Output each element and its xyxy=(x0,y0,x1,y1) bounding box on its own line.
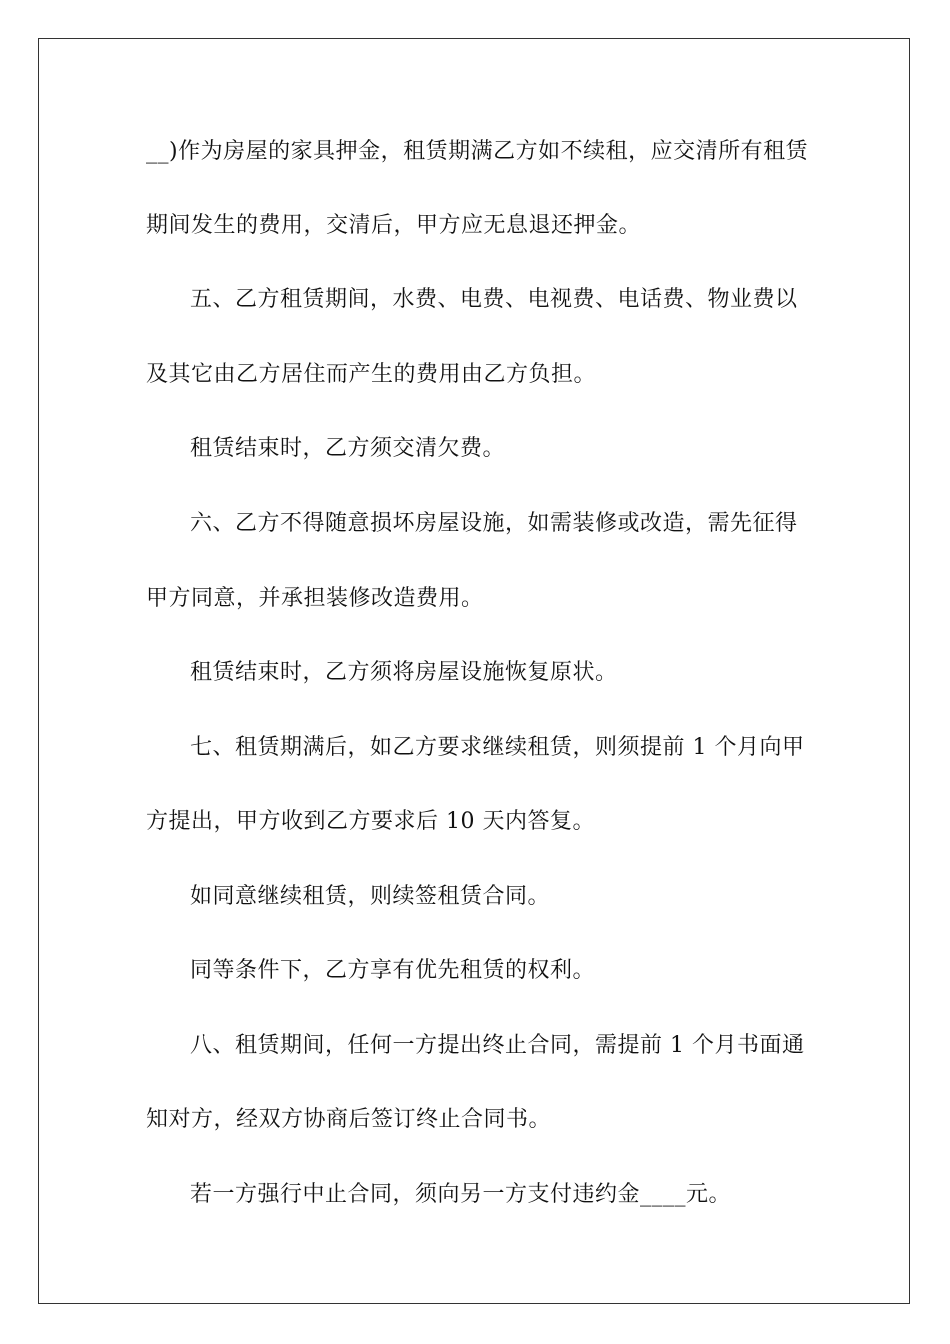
text-line-5: 租赁结束时，乙方须交清欠费。 xyxy=(190,436,506,461)
text-line-2: 期间发生的费用，交清后，甲方应无息退还押金。 xyxy=(146,213,642,238)
text-line-13: 八、租赁期间，任何一方提出终止合同，需提前 1 个月书面通 xyxy=(190,1033,805,1058)
text-line-8: 租赁结束时，乙方须将房屋设施恢复原状。 xyxy=(190,660,618,685)
text-line-7: 甲方同意，并承担装修改造费用。 xyxy=(146,586,484,611)
text-line-3: 五、乙方租赁期间，水费、电费、电视费、电话费、物业费以 xyxy=(190,287,798,312)
text-line-10: 方提出，甲方收到乙方要求后 10 天内答复。 xyxy=(146,809,595,834)
text-line-12: 同等条件下，乙方享有优先租赁的权利。 xyxy=(190,958,596,983)
text-line-14: 知对方，经双方协商后签订终止合同书。 xyxy=(146,1107,552,1132)
text-line-4: 及其它由乙方居住而产生的费用由乙方负担。 xyxy=(146,362,597,387)
text-line-1: __)作为房屋的家具押金，租赁期满乙方如不续租，应交清所有租赁 xyxy=(146,139,809,164)
text-line-11: 如同意继续租赁，则续签租赁合同。 xyxy=(190,884,551,909)
text-line-15: 若一方强行中止合同，须向另一方支付违约金____元。 xyxy=(190,1182,732,1207)
text-line-6: 六、乙方不得随意损坏房屋设施，如需装修或改造，需先征得 xyxy=(190,511,798,536)
text-line-9: 七、租赁期满后，如乙方要求继续租赁，则须提前 1 个月向甲 xyxy=(190,735,805,760)
